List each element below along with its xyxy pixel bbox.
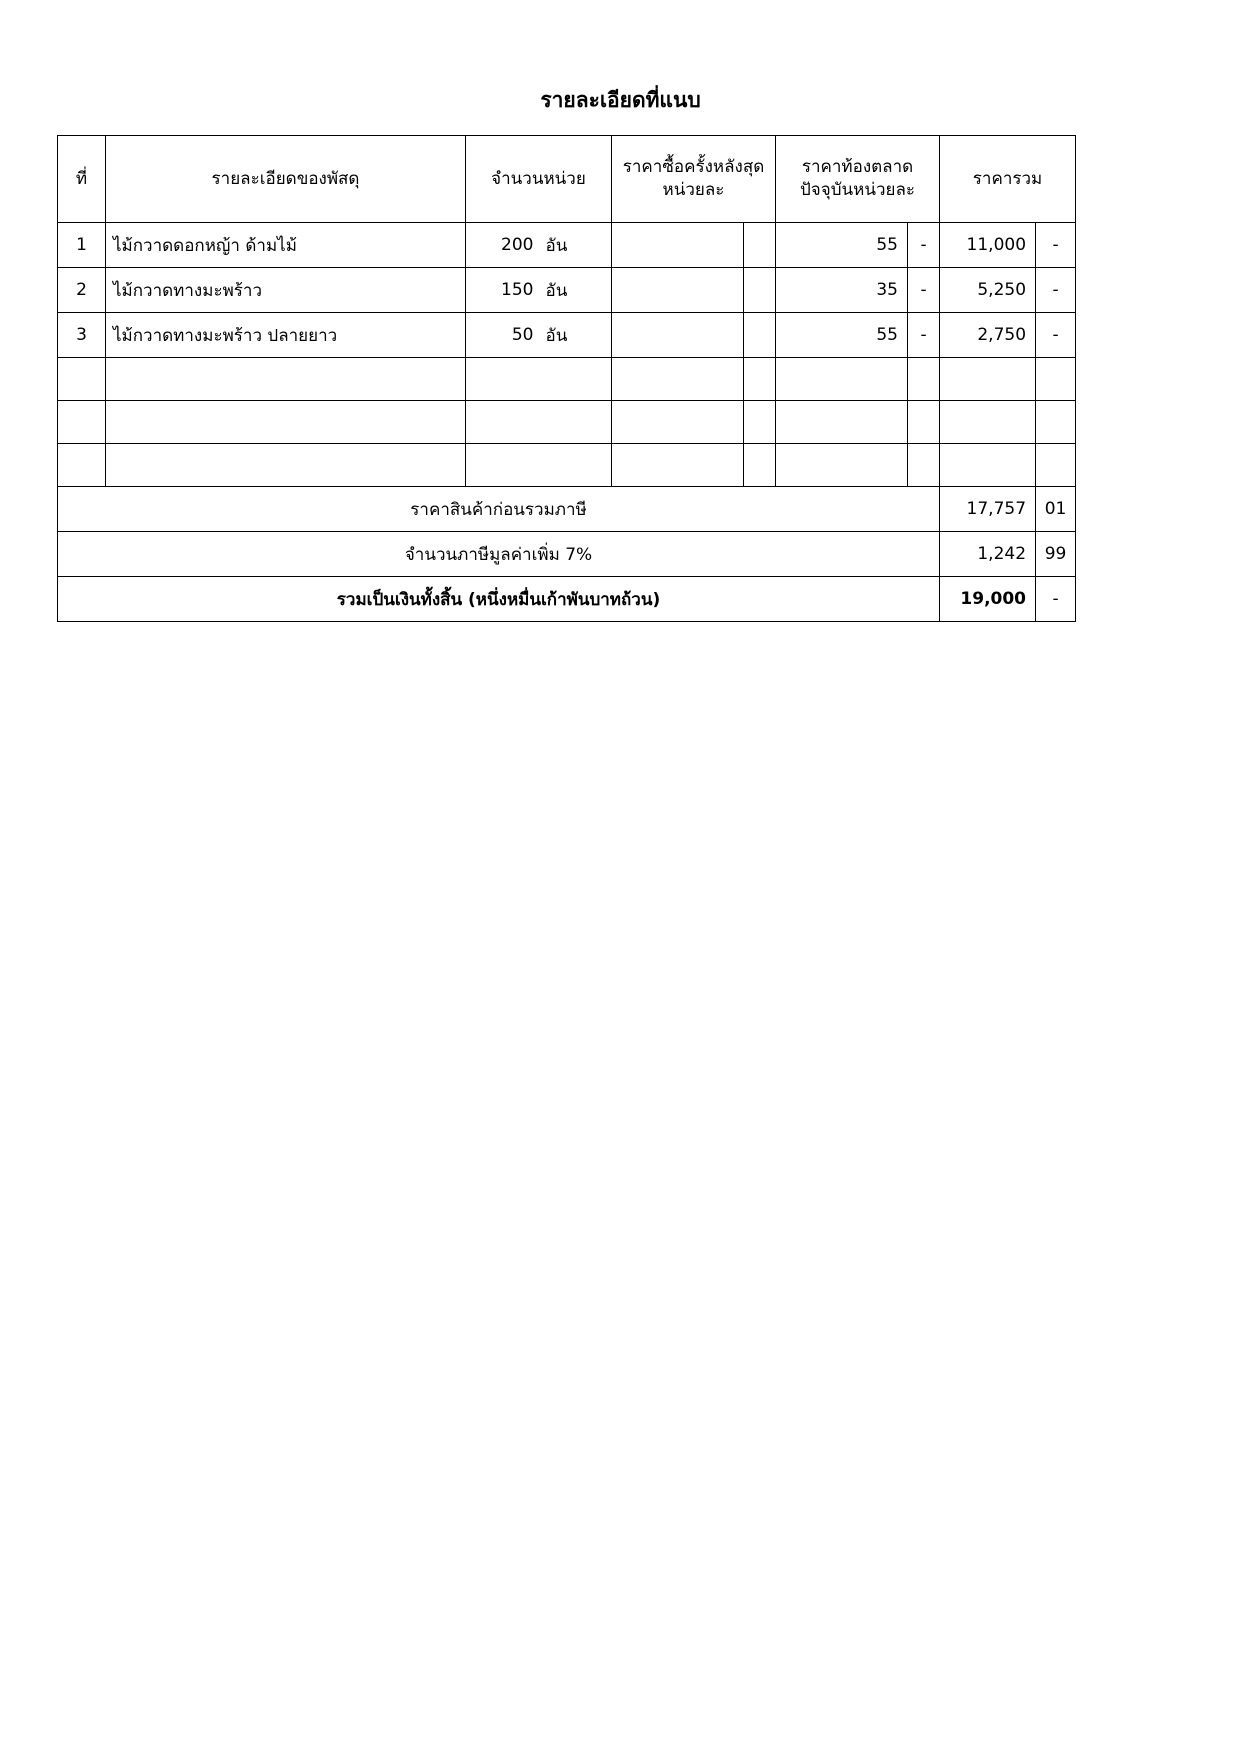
table-row [58, 401, 1076, 444]
row-market-price-decimal: - [908, 223, 940, 268]
row-quantity [466, 444, 612, 487]
row-market-price: 55 [776, 313, 908, 358]
row-last-price-decimal [744, 358, 776, 401]
table-row [58, 313, 1076, 358]
row-description [106, 358, 466, 401]
header-no: ที่ [58, 136, 106, 223]
row-description: ไม้กวาดดอกหญ้า ด้ามไม้ [106, 223, 466, 268]
row-last-price [612, 268, 744, 313]
row-total: 2,750 [940, 313, 1036, 358]
summary-amount-decimal: - [1036, 577, 1076, 622]
row-quantity-unit: อัน [545, 325, 568, 346]
row-market-price-decimal [908, 401, 940, 444]
row-quantity-unit: อัน [545, 235, 568, 256]
summary-amount: 19,000 [940, 577, 1036, 622]
row-quantity-unit: อัน [545, 280, 568, 301]
summary-amount: 17,757 [940, 487, 1036, 532]
summary-row-vat [58, 532, 1076, 577]
row-description [106, 401, 466, 444]
row-market-price-decimal [908, 444, 940, 487]
row-last-price [612, 401, 744, 444]
page-title: รายละเอียดที่แนบ [540, 88, 701, 112]
row-description: ไม้กวาดทางมะพร้าว ปลายยาว [106, 313, 466, 358]
header-quantity: จำนวนหน่วย [466, 136, 612, 223]
row-last-price-decimal [744, 313, 776, 358]
row-total-decimal: - [1036, 313, 1076, 358]
row-market-price: 35 [776, 268, 908, 313]
row-quantity [466, 223, 612, 268]
row-last-price-decimal [744, 268, 776, 313]
row-quantity [466, 401, 612, 444]
row-total: 11,000 [940, 223, 1036, 268]
row-market-price-decimal [908, 358, 940, 401]
row-market-price-decimal: - [908, 268, 940, 313]
summary-row-grand-total [58, 577, 1076, 622]
row-market-price: 55 [776, 223, 908, 268]
row-market-price [776, 401, 908, 444]
row-total [940, 444, 1036, 487]
table-header [58, 136, 1076, 223]
row-last-price-decimal [744, 444, 776, 487]
row-total [940, 401, 1036, 444]
row-quantity-number: 200 [501, 235, 534, 255]
summary-label: ราคาสินค้าก่อนรวมภาษี [58, 487, 940, 532]
table-row [58, 444, 1076, 487]
header-market-price-line1: ราคาท้องตลาด [801, 157, 914, 178]
summary-amount-decimal: 01 [1036, 487, 1076, 532]
header-total: ราคารวม [940, 136, 1076, 223]
detail-table-container [57, 135, 1065, 622]
row-market-price-decimal: - [908, 313, 940, 358]
header-last-price [612, 136, 776, 223]
header-market-price-line2: ปัจจุบันหน่วยละ [800, 180, 916, 200]
header-description: รายละเอียดของพัสดุ [106, 136, 466, 223]
row-total-decimal: - [1036, 223, 1076, 268]
row-total-decimal: - [1036, 268, 1076, 313]
row-total-decimal [1036, 401, 1076, 444]
row-last-price [612, 358, 744, 401]
detail-table [57, 135, 1076, 622]
row-no: 3 [58, 313, 106, 358]
row-total: 5,250 [940, 268, 1036, 313]
row-no [58, 358, 106, 401]
summary-label: รวมเป็นเงินทั้งสิ้น (หนึ่งหมื่นเก้าพันบาทถ้วน) [58, 577, 940, 622]
row-description: ไม้กวาดทางมะพร้าว [106, 268, 466, 313]
row-no [58, 444, 106, 487]
summary-amount: 1,242 [940, 532, 1036, 577]
table-row [58, 223, 1076, 268]
header-last-price-line1: ราคาซื้อครั้งหลังสุด [622, 157, 765, 178]
table-row [58, 268, 1076, 313]
row-quantity [466, 313, 612, 358]
table-header-row [58, 136, 1076, 223]
row-last-price [612, 313, 744, 358]
row-no: 1 [58, 223, 106, 268]
row-total-decimal [1036, 358, 1076, 401]
row-market-price [776, 358, 908, 401]
summary-row-subtotal [58, 487, 1076, 532]
row-last-price-decimal [744, 401, 776, 444]
row-quantity-number: 50 [511, 325, 534, 345]
row-quantity [466, 358, 612, 401]
header-last-price-line2: หน่วยละ [662, 180, 725, 200]
row-last-price [612, 223, 744, 268]
row-last-price-decimal [744, 223, 776, 268]
table-body [58, 223, 1076, 622]
row-last-price [612, 444, 744, 487]
row-total-decimal [1036, 444, 1076, 487]
row-total [940, 358, 1036, 401]
summary-amount-decimal: 99 [1036, 532, 1076, 577]
row-quantity [466, 268, 612, 313]
row-quantity-number: 150 [501, 280, 534, 300]
row-market-price [776, 444, 908, 487]
header-market-price [776, 136, 940, 223]
table-row [58, 358, 1076, 401]
row-no [58, 401, 106, 444]
summary-label: จำนวนภาษีมูลค่าเพิ่ม 7% [58, 532, 940, 577]
row-no: 2 [58, 268, 106, 313]
row-description [106, 444, 466, 487]
